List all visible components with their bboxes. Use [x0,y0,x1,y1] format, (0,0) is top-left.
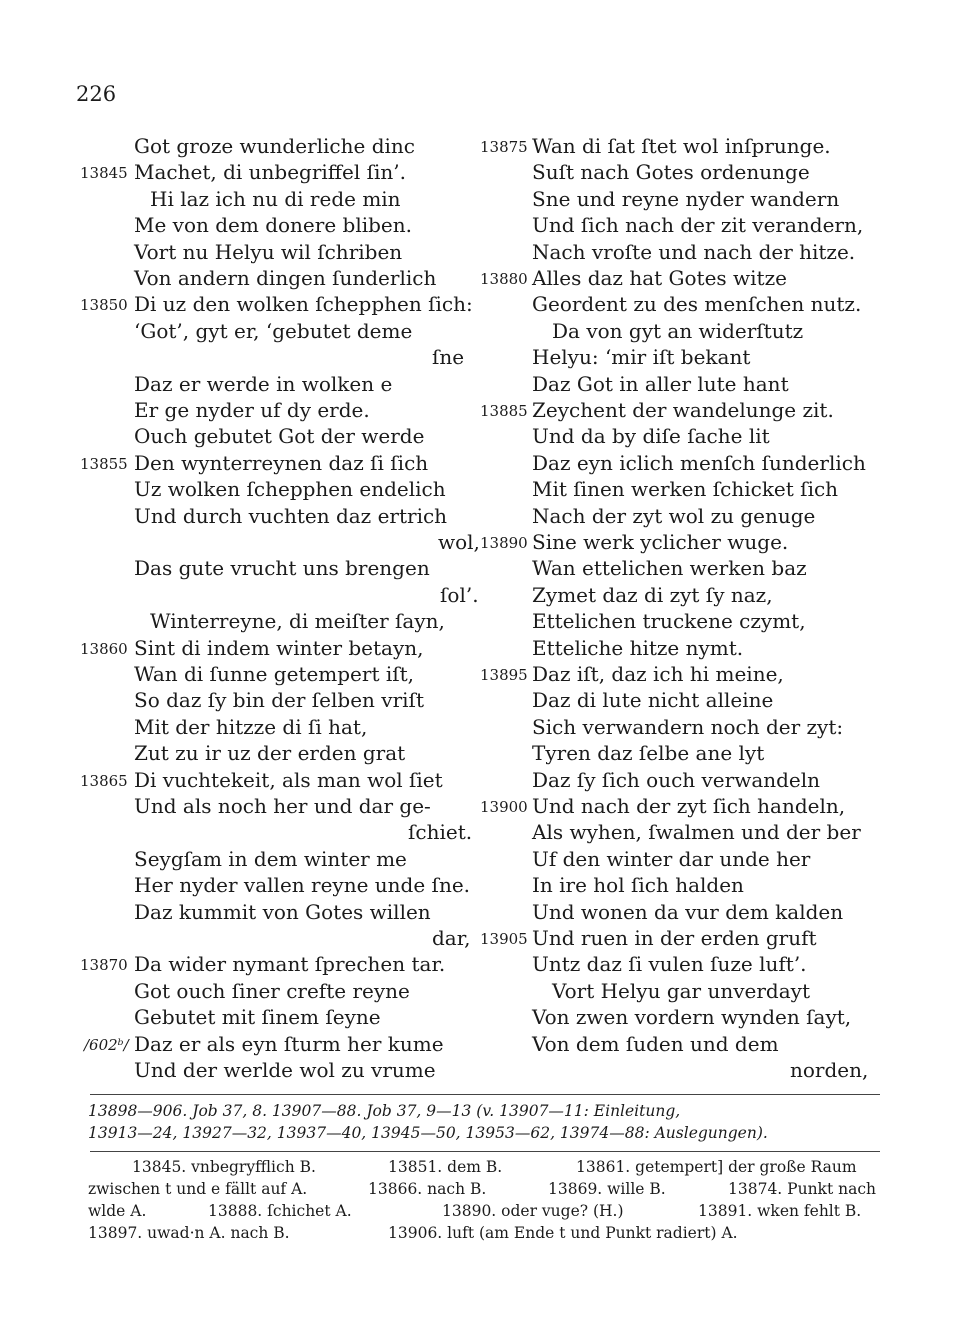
verse-line: Sich verwandern noch der zyt: [532,714,844,739]
verse-line: Winterreyne, di meiſter ſayn, [150,609,445,634]
verse-line: Me von dem donere bliben. [134,213,412,238]
variant-entry: 13897. uwad·n A. nach B. [88,1224,290,1242]
verse-line: Vort Helyu gar unverdayt [552,978,810,1003]
verse-line: Suſt nach Gotes ordenunge [532,160,810,185]
line-number: 13905 [480,930,528,948]
verse-line: Wan di ſat ſtet wol inſprunge. [532,134,831,158]
line-number: 13880 [480,270,528,288]
line-number: 13890 [480,534,528,552]
verse-line: norden, [790,1058,869,1082]
verse-line: Wan di ſunne getempert iſt, [134,662,415,686]
line-number: 13885 [480,402,528,420]
page-number: 226 [76,82,117,106]
verse-line: Daz kummit von Gotes willen [134,899,431,924]
line-number: 13875 [480,138,528,156]
variant-entry: 13890. oder vuge? (H.) [442,1202,624,1220]
verse-line: Hi laz ich nu di rede min [150,186,401,211]
verse-line: Vort nu Helyu wil ſchriben [134,239,403,264]
verse-line: Sint di indem winter betayn, [134,635,424,660]
verse-line: Und wonen da vur dem kalden [532,899,844,924]
verse-line: Seygſam in dem winter me [134,846,407,871]
verse-line: Daz eyn iclich menſch ſunderlich [532,450,866,475]
variant-entry: zwischen t und e fällt auf A. [88,1180,308,1198]
verse-line: Di uz den wolken ſchepphen ſich: [134,292,473,317]
verse-line: Sine werk yclicher wuge. [532,530,789,554]
verse-line: ſchiet. [408,820,473,845]
verse-line: Ouch gebutet Got der werde [134,424,425,449]
verse-line: Uz wolken ſchepphen endelich [134,477,446,502]
verse-line: Da von gyt an widerſtutz [552,318,804,343]
verse-line: wol, [438,530,480,554]
verse-line: Etteliche hitze nymt. [532,635,744,660]
verse-line: Wan ettelichen werken baz [532,556,807,581]
verse-line: Nach der zyt wol zu genuge [532,503,816,528]
variant-entry: 13888. ſchichet A. [208,1202,352,1220]
verse-line: Von andern dingen ſunderlich [134,266,437,290]
verse-line: ſne [432,345,465,370]
verse-line: Zymet daz di zyt ſy naz, [532,582,773,607]
verse-line: Geordent zu des menſchen nutz. [532,292,862,317]
variant-entry: 13874. Punkt nach [728,1180,876,1198]
verse-line: Daz ſy ſich ouch verwandeln [532,767,821,792]
variant-entry: 13866. nach B. [368,1180,487,1198]
verse-line: Daz er als eyn ſturm her kume [134,1031,444,1056]
verse-line: Und ſich nach der zit verandern, [532,213,864,238]
source-note-line: 13913—24, 13927—32, 13937—40, 13945—50, 13953—62, 13974—88: Auslegungen). [88,1124,768,1142]
verse-line: Mit der hitzze di ſi hat, [134,714,368,739]
verse-line: Von dem ſuden und dem [532,1031,779,1056]
verse-line: Und ruen in der erden gruft [532,926,817,950]
verse-line: Machet, di unbegriffel ſin’. [134,160,406,185]
verse-line: Helyu: ‘mir iſt bekant [532,345,751,370]
line-number: 13865 [80,771,128,790]
line-number: 13860 [80,639,128,658]
verse-line: Und da by diſe ſache lit [532,424,770,449]
verse-line: Di vuchtekeit, als man wol ſiet [134,767,443,792]
line-number: 13845 [80,164,128,183]
verse-line: In ire hol ſich halden [532,873,744,898]
apparatus-rule [90,1151,880,1152]
source-note [88,1100,880,1144]
verse-line: Sne und reyne nyder wandern [532,186,840,211]
verse-line: Her nyder vallen reyne unde ſne. [134,873,471,898]
verse-line: Da wider nymant ſprechen tar. [134,952,446,977]
line-number: 13855 [80,454,128,473]
verse-line: Daz di lute nicht alleine [532,688,774,713]
verse-line: Und durch vuchten daz ertrich [134,503,448,528]
variant-apparatus [88,1156,880,1248]
verse-line: Mit ſinen werken ſchicket ſich [532,477,839,502]
verse-line: Als wyhen, ſwalmen und der ber [532,820,861,845]
verse-line: Got groze wunderliche dinc [134,134,415,158]
verse-line: So daz ſy bin der ſelben vriſt [134,688,424,713]
variant-entry: 13869. wille B. [548,1180,666,1198]
line-number: 13850 [80,296,128,315]
verse-line: Daz iſt, daz ich hi meine, [532,662,784,686]
line-number: 13870 [80,956,128,975]
verse-line: Zut zu ir uz der erden grat [134,741,406,766]
verse-line: Ettelichen truckene czymt, [532,609,806,634]
footnote-rule [90,1094,880,1095]
verse-line: Nach vroſte und nach der hitze. [532,239,856,264]
verse-line: Daz Got in aller lute hant [532,371,789,396]
variant-entry: 13891. wken fehlt B. [698,1202,862,1220]
variant-entry: 13861. getempert] der große Raum [576,1158,857,1176]
verse-line: Und nach der zyt ſich handeln, [532,794,846,818]
line-number: 13900 [480,798,528,816]
verse-line: Und der werlde wol zu vrume [134,1058,436,1082]
verse-line: Und als noch her und dar ge- [134,794,431,818]
verse-line: Daz er werde in wolken e [134,371,393,396]
variant-entry: 13851. dem B. [388,1158,503,1176]
line-number: /602ᵇ/ [84,1035,129,1054]
line-number: 13895 [480,666,528,684]
verse-line: Alles daz hat Gotes witze [532,266,787,290]
verse-line: Von zwen vordern wynden ſayt, [532,1005,852,1030]
verse-line: Gebutet mit ſinem ſeyne [134,1005,381,1030]
verse-line: Den wynterreynen daz ſi ſich [134,450,429,475]
verse-line: Untz daz ſi vulen ſuze luft’. [532,952,807,977]
verse-line: Got ouch ſiner crefte reyne [134,978,410,1003]
variant-entry: 13845. vnbegryfflich B. [132,1158,316,1176]
verse-line: ſol’. [440,582,479,607]
verse-line: Das gute vrucht uns brengen [134,556,430,581]
verse-line: Uf den winter dar unde her [532,846,811,871]
verse-line: Er ge nyder uf dy erde. [134,398,370,422]
verse-line: dar, [432,926,471,950]
variant-entry: wlde A. [88,1202,147,1220]
verse-line: ‘Got’, gyt er, ‘gebutet deme [134,318,413,343]
source-note-line: 13898—906. Job 37, 8. 13907—88. Job 37, 9—13 (v. 13907—11: Einleitung, [88,1102,681,1120]
verse-line: Zeychent der wandelunge zit. [532,398,834,422]
verse-line: Tyren daz ſelbe ane lyt [532,741,765,766]
variant-entry: 13906. luft (am Ende t und Punkt radiert) A. [388,1224,738,1242]
